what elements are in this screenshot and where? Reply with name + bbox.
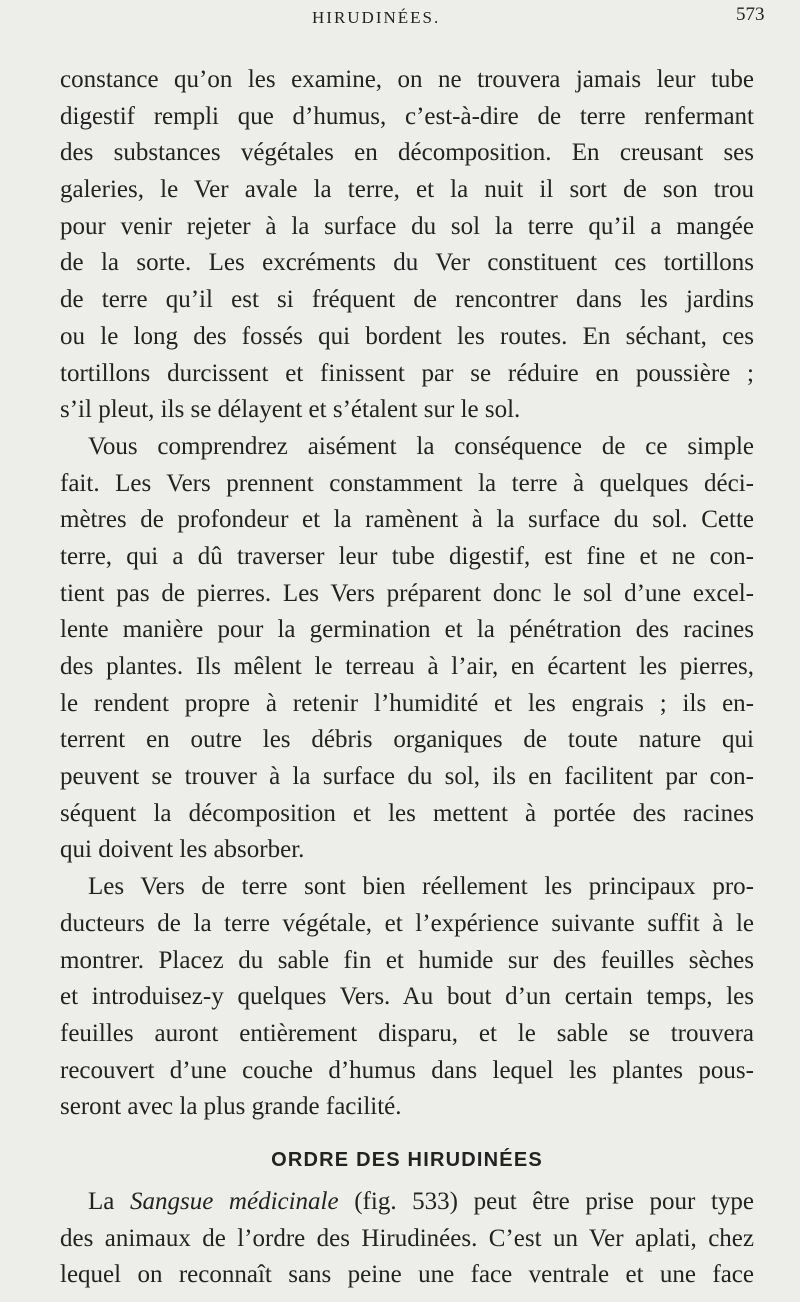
text-line: peuvent se trouver à la surface du sol, ils en facilitent par con- (60, 763, 754, 791)
paragraph-lead-rest: (fig. 533) peut être prise pour type (338, 1187, 755, 1215)
text-line: séquent la décomposition et les mettent à portée des racines (60, 799, 754, 827)
text-line: tient pas de pierres. Les Vers préparent donc le sol d’une excel- (60, 579, 754, 607)
text-line: galeries, le Ver avale la terre, et la nuit il sort de son trou (60, 176, 754, 204)
text-line: s’il pleut, ils se délayent et s’étalent sur le sol. (60, 396, 521, 424)
text-line: le rendent propre à retenir l’humidité et les engrais ; ils en- (60, 689, 754, 717)
text-line: et introduisez-y quelques Vers. Au bout d’un certain temps, les (60, 983, 754, 1011)
page-number: 573 (736, 4, 765, 25)
text-line: terrent en outre les débris organiques de toute nature qui (60, 726, 754, 754)
text-line: lequel on reconnaît sans peine une face ventrale et une face (60, 1261, 754, 1289)
text-line: de terre qu’il est si fréquent de rencontrer dans les jardins (60, 286, 754, 314)
paragraph-lead: La (88, 1187, 130, 1215)
text-line: digestif rempli que d’humus, c’est-à-dire de terre renfermant (60, 102, 754, 130)
text-line: terre, qui a dû traverser leur tube digestif, est fine et ne con- (60, 542, 754, 570)
text-line (60, 1184, 754, 1221)
body-text (60, 62, 754, 1294)
text-line: tortillons durcissent et finissent par se réduire en poussière ; (60, 359, 754, 387)
paragraph-2 (60, 429, 754, 869)
text-line: de la sorte. Les excréments du Ver constituent ces tortillons (60, 249, 754, 277)
text-line: Vous comprendrez aisément la conséquence de ce simple (88, 432, 754, 460)
paragraph-4 (60, 1184, 754, 1294)
text-line: montrer. Placez du sable fin et humide sur des feuilles sèches (60, 946, 754, 974)
text-line: Les Vers de terre sont bien réellement les principaux pro- (88, 873, 754, 901)
text-line: des plantes. Ils mêlent le terreau à l’air, en écartent les pierres, (60, 653, 754, 680)
running-title: HIRUDINÉES. (312, 8, 441, 27)
text-line: mètres de profondeur et la ramènent à la surface du sol. Cette (60, 506, 754, 534)
paragraph-1 (60, 62, 754, 429)
text-line: pour venir rejeter à la surface du sol la terre qu’il a mangée (60, 212, 754, 240)
text-line: lente manière pour la germination et la pénétration des racines (60, 616, 754, 644)
text-line: qui doivent les absorber. (60, 836, 305, 864)
text-line: ou le long des fossés qui bordent les routes. En séchant, ces (60, 322, 754, 350)
text-line: recouvert d’une couche d’humus dans lequel les plantes pous- (60, 1056, 754, 1084)
running-head (0, 4, 800, 32)
text-line: fait. Les Vers prennent constamment la terre à quelques déci- (60, 469, 754, 497)
section-heading: ORDRE DES HIRUDINÉES (271, 1148, 543, 1171)
paragraph-3 (60, 869, 754, 1126)
text-line: ducteurs de la terre végétale, et l’expérience suivante suffit à le (60, 909, 754, 937)
species-name: Sangsue médicinale (129, 1187, 339, 1215)
text-line: seront avec la plus grande facilité. (60, 1093, 402, 1121)
text-line: feuilles auront entièrement disparu, et le sable se trouvera (60, 1019, 754, 1047)
text-line: des substances végétales en décomposition. En creusant ses (60, 139, 754, 167)
text-line: constance qu’on les examine, on ne trouvera jamais leur tube (60, 66, 754, 93)
text-line: des animaux de l’ordre des Hirudinées. C’est un Ver aplati, chez (60, 1224, 754, 1252)
